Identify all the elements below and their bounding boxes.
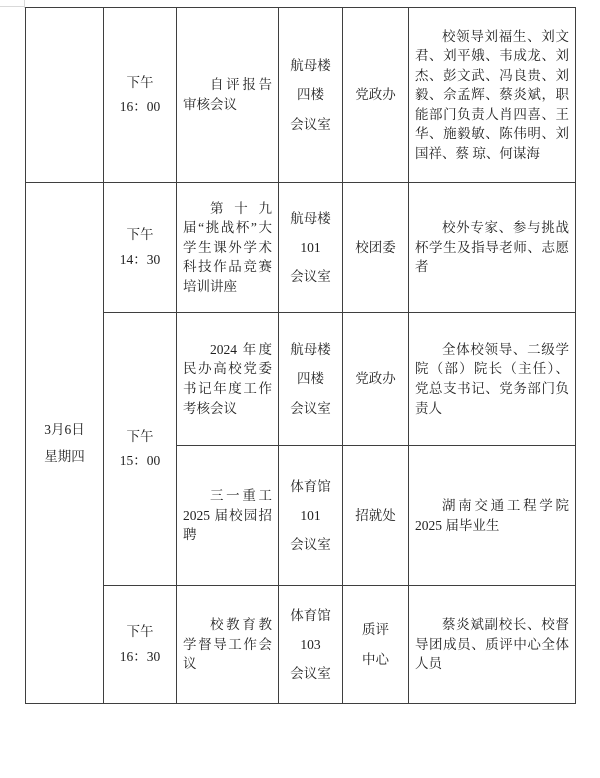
location-line: 101 (300, 507, 321, 523)
location-line: 会议室 (290, 269, 331, 284)
location-line: 四楼 (297, 371, 324, 387)
time-cell (104, 8, 177, 183)
time-value: 16：00 (119, 99, 161, 114)
page-break-edge-line (0, 6, 24, 7)
time-value: 16：30 (119, 648, 161, 664)
department-cell (343, 586, 409, 704)
meeting-name: 校教育教学督导工作会议 (183, 617, 272, 672)
location-line: 会议室 (290, 116, 331, 132)
location-cell (279, 446, 343, 586)
department-cell (343, 183, 409, 313)
table-row (26, 313, 576, 446)
department-name: 党政办 (355, 371, 396, 387)
time-cell (104, 313, 177, 586)
attendees-cell (409, 8, 576, 183)
location-line: 航母楼 (290, 342, 331, 358)
time-period: 下午 (126, 624, 154, 640)
table-row (26, 8, 576, 183)
department-name: 校团委 (355, 239, 396, 255)
location-line: 会议室 (290, 666, 331, 681)
attendees-text: 校外专家、参与挑战杯学生及指导老师、志愿者 (415, 220, 569, 275)
attendees-cell (409, 313, 576, 446)
attendees-cell (409, 446, 576, 586)
meeting-name: 自评报告审核会议 (183, 77, 272, 112)
meeting-name-cell (177, 586, 279, 704)
date-cell-continued (26, 8, 104, 183)
meeting-name-cell (177, 313, 279, 446)
department-cell (343, 446, 409, 586)
location-line: 航母楼 (290, 210, 331, 226)
table-row (26, 586, 576, 704)
time-period: 下午 (126, 227, 154, 243)
weekday-text: 星期四 (44, 449, 85, 464)
date-text: 3月6日 (44, 422, 85, 437)
location-cell (279, 8, 343, 183)
attendees-text: 蔡炎斌副校长、校督导团成员、质评中心全体人员 (415, 617, 569, 672)
time-value: 15：00 (119, 453, 161, 468)
meeting-name-cell (177, 183, 279, 313)
time-period: 下午 (126, 428, 154, 444)
meeting-schedule-table (25, 7, 576, 704)
attendees-cell (409, 586, 576, 704)
location-line: 体育馆 (290, 478, 331, 494)
meeting-name-cell (177, 8, 279, 183)
location-line: 103 (300, 636, 321, 652)
time-period: 下午 (126, 74, 154, 90)
department-cell (343, 313, 409, 446)
meeting-name-cell (177, 446, 279, 586)
location-line: 体育馆 (290, 607, 331, 623)
meeting-name: 三一重工 2025 届校园招聘 (183, 488, 272, 543)
location-line: 航母楼 (290, 58, 331, 74)
meeting-name: 2024 年度民办高校党委书记年度工作考核会议 (183, 341, 272, 416)
location-cell (279, 586, 343, 704)
attendees-cell (409, 183, 576, 313)
location-line: 101 (300, 239, 321, 255)
attendees-text: 全体校领导、二级学院（部）院长（主任）、党总支书记、党务部门负责人 (415, 341, 569, 416)
meeting-name: 第十九届“挑战杯”大学生课外学术科技作品竞赛培训讲座 (183, 200, 272, 294)
attendees-text: 湖南交通工程学院 2025 届毕业生 (415, 497, 569, 533)
location-cell (279, 313, 343, 446)
attendees-text: 校领导刘福生、刘文君、刘平娥、韦成龙、刘 杰、彭文武、冯良贵、刘 毅、佘孟辉、蔡炎斌，职能部门负责人肖四喜、王 华、施毅敏、陈伟明、刘国祥、蔡 琼、何谋海 (415, 28, 569, 161)
department-cell (343, 8, 409, 183)
time-cell (104, 586, 177, 704)
department-name: 党政办 (355, 87, 396, 103)
location-line: 会议室 (290, 537, 331, 552)
location-line: 四楼 (297, 87, 324, 103)
location-cell (279, 183, 343, 313)
time-value: 14：30 (119, 251, 161, 267)
time-cell (104, 183, 177, 313)
date-cell (26, 183, 104, 704)
department-name: 质评 (362, 622, 389, 638)
table-row (26, 183, 576, 313)
department-name: 中心 (362, 651, 389, 667)
location-line: 会议室 (290, 400, 331, 416)
department-name: 招就处 (355, 507, 396, 523)
